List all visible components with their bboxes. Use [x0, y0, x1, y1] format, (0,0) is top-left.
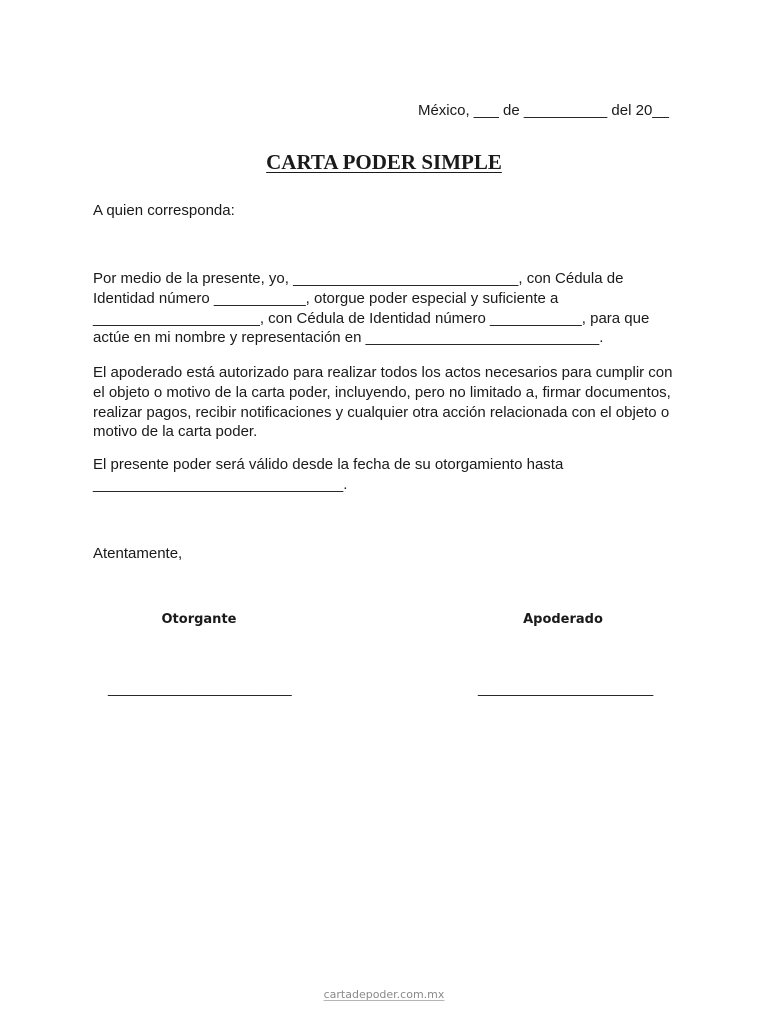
date-line: México, ___ de __________ del 20__ — [417, 102, 669, 119]
greeting: A quien corresponda: — [93, 202, 235, 219]
paragraph-validity: El presente poder será válido desde la fecha de su otorgamiento hasta ______________________________. — [93, 456, 564, 493]
signature-label-otorgante: Otorgante — [161, 612, 237, 627]
document-title: CARTA PODER SIMPLE — [266, 150, 502, 174]
paragraph-grant: Por medio de la presente, yo, ___________________________, con Cédula de Identidad número ___________, otorgue poder especial y suficiente a ____________________, con Cédula de Identidad número ___________, para que actúe en mi nombre y representación en ____________________________. — [93, 270, 650, 347]
signature-line-otorgante: ______________________ — [108, 680, 292, 697]
paragraph-authority: El apoderado está autorizado para realizar todos los actos necesarios para cumplir con el objeto o motivo de la carta poder, incluyendo, pero no limitado a, firmar documentos, realizar pagos, recibir notificaciones y cualquier otra acción relacionada con el objeto o motivo de la carta poder. — [93, 364, 673, 441]
signature-line-apoderado: _____________________ — [478, 680, 654, 697]
closing: Atentamente, — [93, 545, 183, 562]
footer-website-link[interactable]: cartadepoder.com.mx — [323, 988, 445, 1001]
signature-label-apoderado: Apoderado — [523, 612, 603, 627]
